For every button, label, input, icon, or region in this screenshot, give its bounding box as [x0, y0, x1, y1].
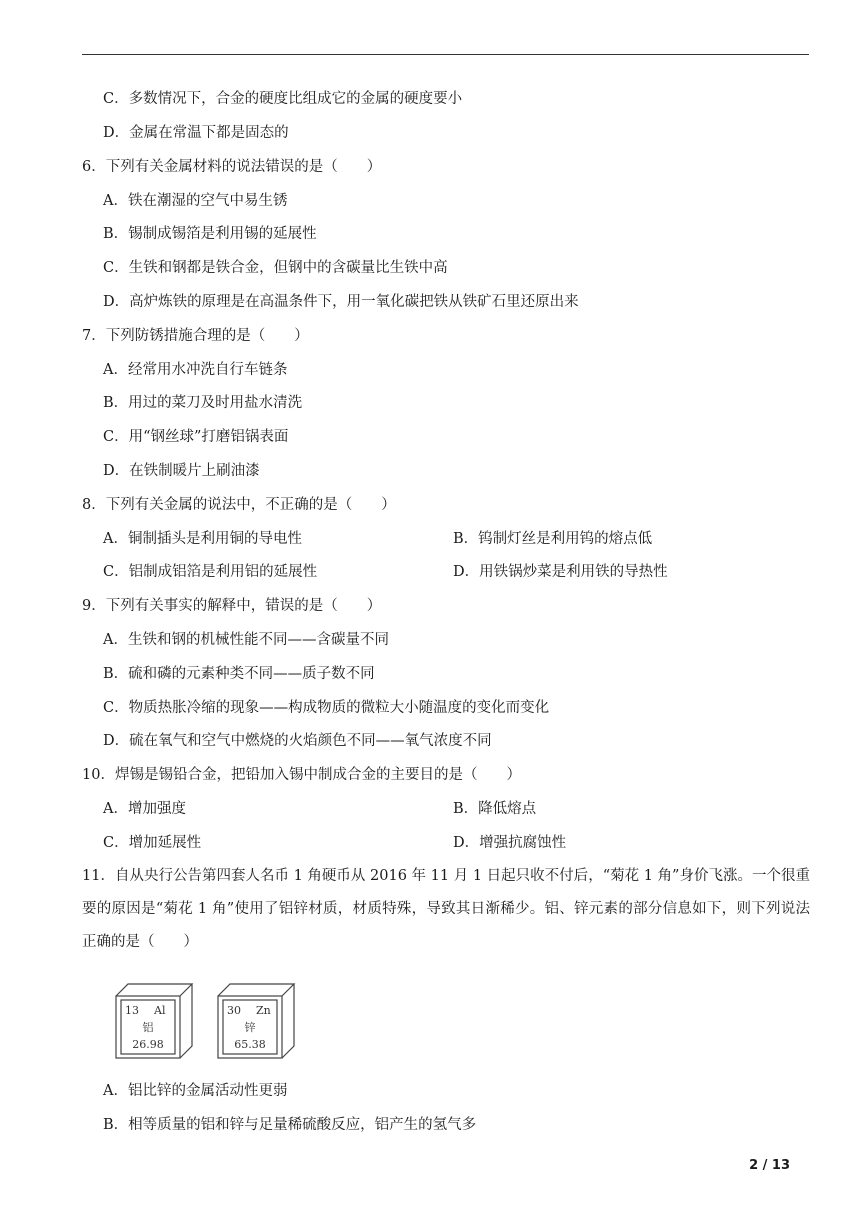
- option-7c: C．用“钢丝球”打磨铝锅表面: [103, 429, 289, 445]
- question-6: 6．下列有关金属材料的说法错误的是（ ）: [82, 159, 382, 175]
- option-6b: B．锡制成锡箔是利用锡的延展性: [103, 226, 317, 242]
- question-9: 9．下列有关事实的解释中，错误的是（ ）: [82, 598, 382, 614]
- option-10d: D．增强抗腐蚀性: [453, 835, 567, 851]
- option-10b: B．降低熔点: [453, 801, 537, 817]
- question-10: 10．焊锡是锡铅合金，把铅加入锡中制成合金的主要目的是（ ）: [82, 767, 521, 783]
- option-8d: D．用铁锅炒菜是利用铁的导热性: [453, 564, 668, 580]
- question-8: 8．下列有关金属的说法中，不正确的是（ ）: [82, 497, 396, 513]
- option-9c: C．物质热胀冷缩的现象——构成物质的微粒大小随温度的变化而变化: [103, 700, 550, 716]
- zn-name: 锌: [244, 1021, 256, 1034]
- option-11a: A．铝比锌的金属活动性更弱: [103, 1083, 288, 1099]
- option-7d: D．在铁制暖片上刷油漆: [103, 463, 260, 479]
- page-number: 2 / 13: [749, 1158, 790, 1173]
- al-name: 铝: [142, 1021, 154, 1034]
- option-11b: B．相等质量的铝和锌与足量稀硫酸反应，铝产生的氢气多: [103, 1117, 477, 1133]
- option-9a: A．生铁和钢的机械性能不同——含碳量不同: [103, 632, 389, 648]
- option-8a: A．铜制插头是利用铜的导电性: [103, 531, 302, 547]
- option-6d: D．高炉炼铁的原理是在高温条件下，用一氧化碳把铁从铁矿石里还原出来: [103, 294, 579, 310]
- zn-symbol: Zn: [256, 1004, 271, 1017]
- option-5c: C．多数情况下，合金的硬度比组成它的金属的硬度要小: [103, 91, 463, 107]
- element-cells-figure: [110, 978, 310, 1060]
- option-10c: C．增加延展性: [103, 835, 202, 851]
- option-9b: B．硫和磷的元素种类不同——质子数不同: [103, 666, 375, 682]
- option-9d: D．硫在氧气和空气中燃烧的火焰颜色不同——氧气浓度不同: [103, 733, 492, 749]
- zn-atomic-number: 30: [227, 1004, 241, 1017]
- option-6a: A．铁在潮湿的空气中易生锈: [103, 193, 288, 209]
- al-atomic-number: 13: [125, 1004, 139, 1017]
- option-8b: B．钨制灯丝是利用钨的熔点低: [453, 531, 653, 547]
- option-7a: A．经常用水冲洗自行车链条: [103, 362, 288, 378]
- option-8c: C．铝制成铝箔是利用铝的延展性: [103, 564, 318, 580]
- al-symbol: Al: [154, 1004, 166, 1017]
- question-7: 7．下列防锈措施合理的是（ ）: [82, 328, 309, 344]
- header-rule: [82, 54, 809, 55]
- option-5d: D．金属在常温下都是固态的: [103, 125, 289, 141]
- al-atomic-mass: 26.98: [132, 1038, 164, 1051]
- zn-atomic-mass: 65.38: [234, 1038, 266, 1051]
- question-11: 11．自从央行公告第四套人名币 1 角硬币从 2016 年 11 月 1 日起只收不付后，“菊花 1 角”身价飞涨。一个很重要的原因是“菊花 1 角”使用了铝锌材质，材质特殊，导致其日渐稀少。铝、锌元素的部分信息如下，则下列说法正确的是（ ）: [82, 868, 810, 950]
- option-6c: C．生铁和钢都是铁合金，但钢中的含碳量比生铁中高: [103, 260, 448, 276]
- option-10a: A．增加强度: [103, 801, 186, 817]
- option-7b: B．用过的菜刀及时用盐水清洗: [103, 395, 303, 411]
